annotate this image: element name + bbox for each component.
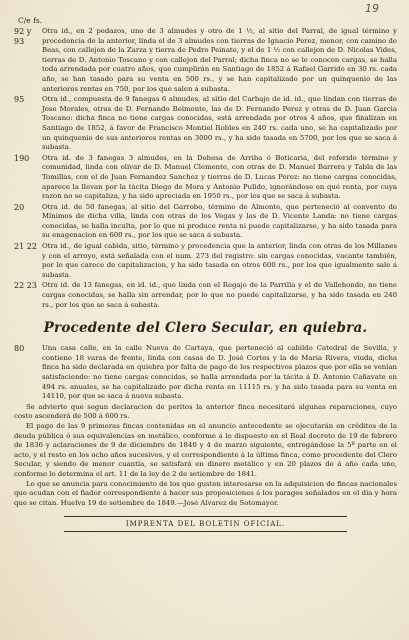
entry-text: Una casa calle, en la calle Nueva de Cartaya, que perteneció al cabildo Catedral de Sevilla, y contiene 18 varas de frente, linda con casas de D. José Cortes y la de Maria Rivera, viuda, dicha finca ha sido declarada en quiebra por falta de pago de los respectivos plazos que por ella se venían satisfaciendo: no tiene cargas conocidas, se halla arrendada por la tácita á D. Antonio Cañavate en 494 rs. anuales, se ha capitalizado por dicha renta en 11115 rs. y ha sido tasada para su venta en 14110, por que se saca á nueva subasta. (42, 344, 397, 401)
payment-paragraph: El pago de las 9 primeras fincas contenidas en el anuncio antecedente se ejecutarán en créditos de la deuda pública ó sus equivalencias en metálico, conforme á lo dispuesto en el Real decreto de 19 de febrero de 1836 y aclaraciones de 9 de diciembre de 1840 y 4 de marzo siguiente, entregándose la 5ª parte en el acto, y el resto en los ocho años sucesivos, y el correspondiente á la última finca, como procedente del Clero Secular, y siendo de menor cuantía, se satisfará en dinero metálico y en 20 plazos de á año cada uno, conforme lo determina el art. 11 de la ley de 2 de setiembre de 1841. (14, 421, 397, 478)
list-item (14, 27, 397, 94)
notice-paragraph: Se advierte que segun declaracion de peritos la anterior finca necesitará algunas reparaciones, cuyo costo ascenderá de 500 á 600 rs. (14, 402, 397, 421)
entry-number: 21 22 (14, 242, 37, 252)
entry-text: Otra id. de 3 fanegas 3 almudes, en la Dehesa de Arriba ó Boticaria, del referido término y comunidad, linda con olivar de D. Manuel Clemente, con otras de D. Manuel Barrera y Tabla de las Tomillas, con el de Juan Fernandez Sanchez y tierras de D. Lucas Perez: no tiene cargas conocidas, aparece la llevan por la tácita Diego de Mora y Antonio Pulido, ignorándose en qué renta, por cuya razon no se capitaliza, y ha sido apreciada en 1950 rs., por los que se saca á subasta. (42, 153, 397, 201)
entry-text: Otra id. de 50 fanegas, al sitio del Garrobo, término de Almonte, que perteneció al convento de Mínimos de dicha villa, linda con otras de los Vegas y las de D. Vicente Landa: no tiene cargas conocidas, se halla inculta, por lo que ni produce renta ni puede capitalizarse, y ha sido tasada para su enagenacion en 600 rs., por los que se saca á subasta. (42, 202, 397, 240)
list-item (14, 242, 397, 280)
list-item (14, 344, 397, 402)
list-item (14, 203, 397, 241)
entry-text: Otra id., en 2 pedazos, uno de 3 almudes y otro de 1 ½, al sitio del Parral, de igual término y procedencia de la anterior, linda el de 3 almudes con tierras de Ignacio Perez, menor, con camino de Beas, con callejon de la Zarza y tierra de Pedro Peinate, y el de 1 ½ con callejon de D. Nicolas Vides, tierras de D. Antonio Toscano y con callejon del Parral; dicha finca no se le conocen cargas, se halla toda arrendada por cuatro años, que cumplirán en Santiago de 1852 á Rafael Garrido en 30 rs. cada año, se han tasado para su venta en 500 rs., y se han capitalizado por un quinquenio de las anteriores rentas en 750, por los que salen á subasta. (42, 27, 397, 93)
entry-number: 80 (14, 344, 25, 354)
divider (64, 531, 347, 532)
printer-footer: IMPRENTA DEL BOLETIN OFICIAL. (125, 520, 286, 529)
entry-number: 20 (14, 202, 25, 212)
page-number: 19 (365, 2, 379, 15)
entry-text: Otra id., de igual cabida, sitio, término y procedencia que la anterior, linda con otras de los Millanes y con el arroyo, está señalada con el num. 273 del registro: sin cargas conocidas, vacante también, por lo que carece de capitalizacion, y ha sido tasada en otros 600 rs., por los que igualmente sale á subasta. (42, 242, 397, 279)
entry-number: 190 (14, 153, 30, 163)
entry-number: 92 y 93 (14, 27, 32, 46)
section-title: Procedente del Clero Secular, en quiebra. (43, 320, 368, 337)
divider (64, 516, 347, 517)
list-item (14, 95, 397, 153)
entry-text: Otra id., compuesta de 9 fanegas 6 almudes, al sitio del Carbajo de id. id., que lindan con tierras de Jose Morales, otras de D. Fernando Belmonte, las de D. Fernando Perez y otras de D. Juan Garcia Toscano: dicha finca no tiene cargas conocidas, está arrendada por otros 4 años, que finalizan en Santiago de 1852, á favor de Francisco Montiel Robles en 240 rs. cada uno, se ha capitalizado por un quinquenio de sus anteriores rentas en 3000 rs., y ha sido tasada en 5700, por los que se saca á subasta. (42, 95, 397, 152)
entry-number: 22 23 (14, 281, 37, 291)
list-item (14, 281, 397, 310)
announcement-paragraph: Lo que se anuncia para conocimiento de los que gusten interesarse en la adquisicion de fincas nacionales que acudan con el fiador correspondiente á hacer sus proposiciones á los parages señalados en el dia y hora que se citan. Huelva 19 de setiembre de 1849.—José Alvarez de Sotomayor. (14, 479, 397, 507)
entry-number: 95 (14, 95, 25, 105)
page-header: C/e fs. (18, 16, 43, 25)
entry-text: Otra id. de 13 fanegas, en id. id., que linda con el Regajo de la Parrilla y el de Vallehondo, no tiene cargas conocidas, se halla sin arrendar, por lo que no puede capitalizarse, y ha sido tasada en 240 rs., por los que se saca á subasta. (42, 281, 397, 309)
list-item (14, 154, 397, 202)
entry-list (14, 27, 397, 310)
